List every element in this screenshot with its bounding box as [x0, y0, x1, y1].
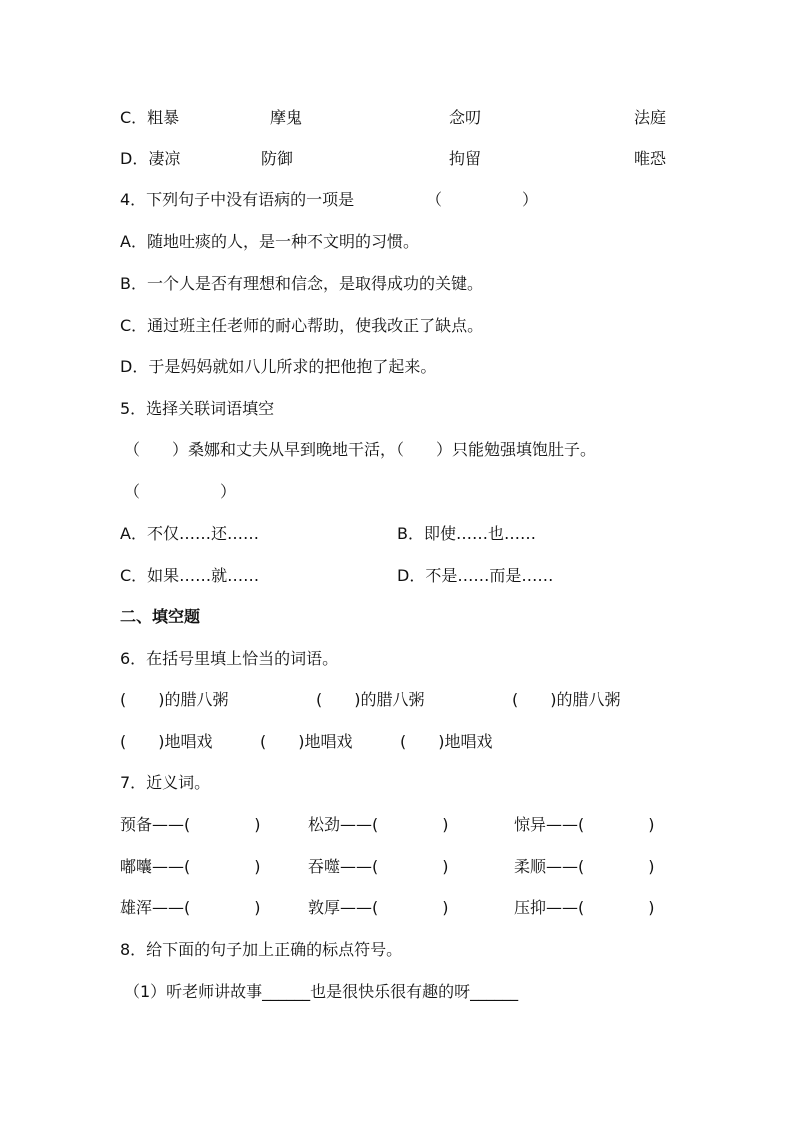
q6-row2-item-1: ( )地唱戏 [120, 732, 213, 751]
q5-option-d: D．不是……而是…… [397, 566, 554, 585]
q5-option-c: C．如果……就…… [120, 566, 260, 585]
q5-option-a: A．不仅……还…… [120, 524, 259, 543]
q3-option-c-word-2: 摩鬼 [270, 108, 303, 127]
q7-row2-item-1: 嘟囔——( ) [120, 857, 261, 876]
q3-option-d-word-4: 唯恐 [634, 149, 667, 168]
q6-row1-item-3: ( )的腊八粥 [512, 690, 621, 709]
q4-option-d: D．于是妈妈就如八儿所求的把他抱了起来。 [120, 357, 437, 376]
q5-stem: 5．选择关联词语填空 [120, 399, 275, 418]
q5-option-b: B．即使……也…… [397, 524, 536, 543]
q3-option-c-word-3: 念叨 [449, 108, 482, 127]
q5-sentence: （ ）桑娜和丈夫从早到晚地干活，（ ）只能勉强填饱肚子。 [124, 440, 597, 459]
section-title-fill-in: 二、填空题 [120, 607, 201, 626]
q5-answer-paren: （ ） [124, 482, 237, 501]
q7-row3-item-3: 压抑——( ) [514, 898, 655, 917]
q7-row1-item-3: 惊异——( ) [514, 815, 655, 834]
q3-option-c-word-4: 法庭 [634, 108, 667, 127]
q3-option-d-word-2: 防御 [261, 149, 294, 168]
q6-row1-item-2: ( )的腊八粥 [316, 690, 425, 709]
q7-row1-item-2: 松劲——( ) [308, 815, 449, 834]
q3-option-d-word-3: 拘留 [449, 149, 482, 168]
q4-option-b: B．一个人是否有理想和信念，是取得成功的关键。 [120, 274, 483, 293]
q6-row2-item-2: ( )地唱戏 [260, 732, 353, 751]
q4-stem: 4．下列句子中没有语病的一项是 [120, 190, 355, 209]
q4-option-c: C．通过班主任老师的耐心帮助，使我改正了缺点。 [120, 316, 484, 335]
q7-row2-item-3: 柔顺——( ) [514, 857, 655, 876]
q7-row1-item-1: 预备——( ) [120, 815, 261, 834]
q4-answer-paren: （ ） [426, 190, 539, 209]
q6-row2-item-3: ( )地唱戏 [400, 732, 493, 751]
q7-row3-item-2: 敦厚——( ) [308, 898, 449, 917]
q6-stem: 6．在括号里填上恰当的词语。 [120, 649, 339, 668]
q8-sentence-1: （1）听老师讲故事______也是很快乐很有趣的呀______ [124, 982, 519, 1001]
q4-option-a: A．随地吐痰的人，是一种不文明的习惯。 [120, 232, 419, 251]
q7-stem: 7．近义词。 [120, 773, 211, 792]
q8-stem: 8．给下面的句子加上正确的标点符号。 [120, 940, 403, 959]
q3-option-d-label: D．凄凉 [120, 149, 181, 168]
q7-row3-item-1: 雄浑——( ) [120, 898, 261, 917]
q6-row1-item-1: ( )的腊八粥 [120, 690, 229, 709]
q3-option-c-label: C．粗暴 [120, 108, 180, 127]
q7-row2-item-2: 吞噬——( ) [308, 857, 449, 876]
